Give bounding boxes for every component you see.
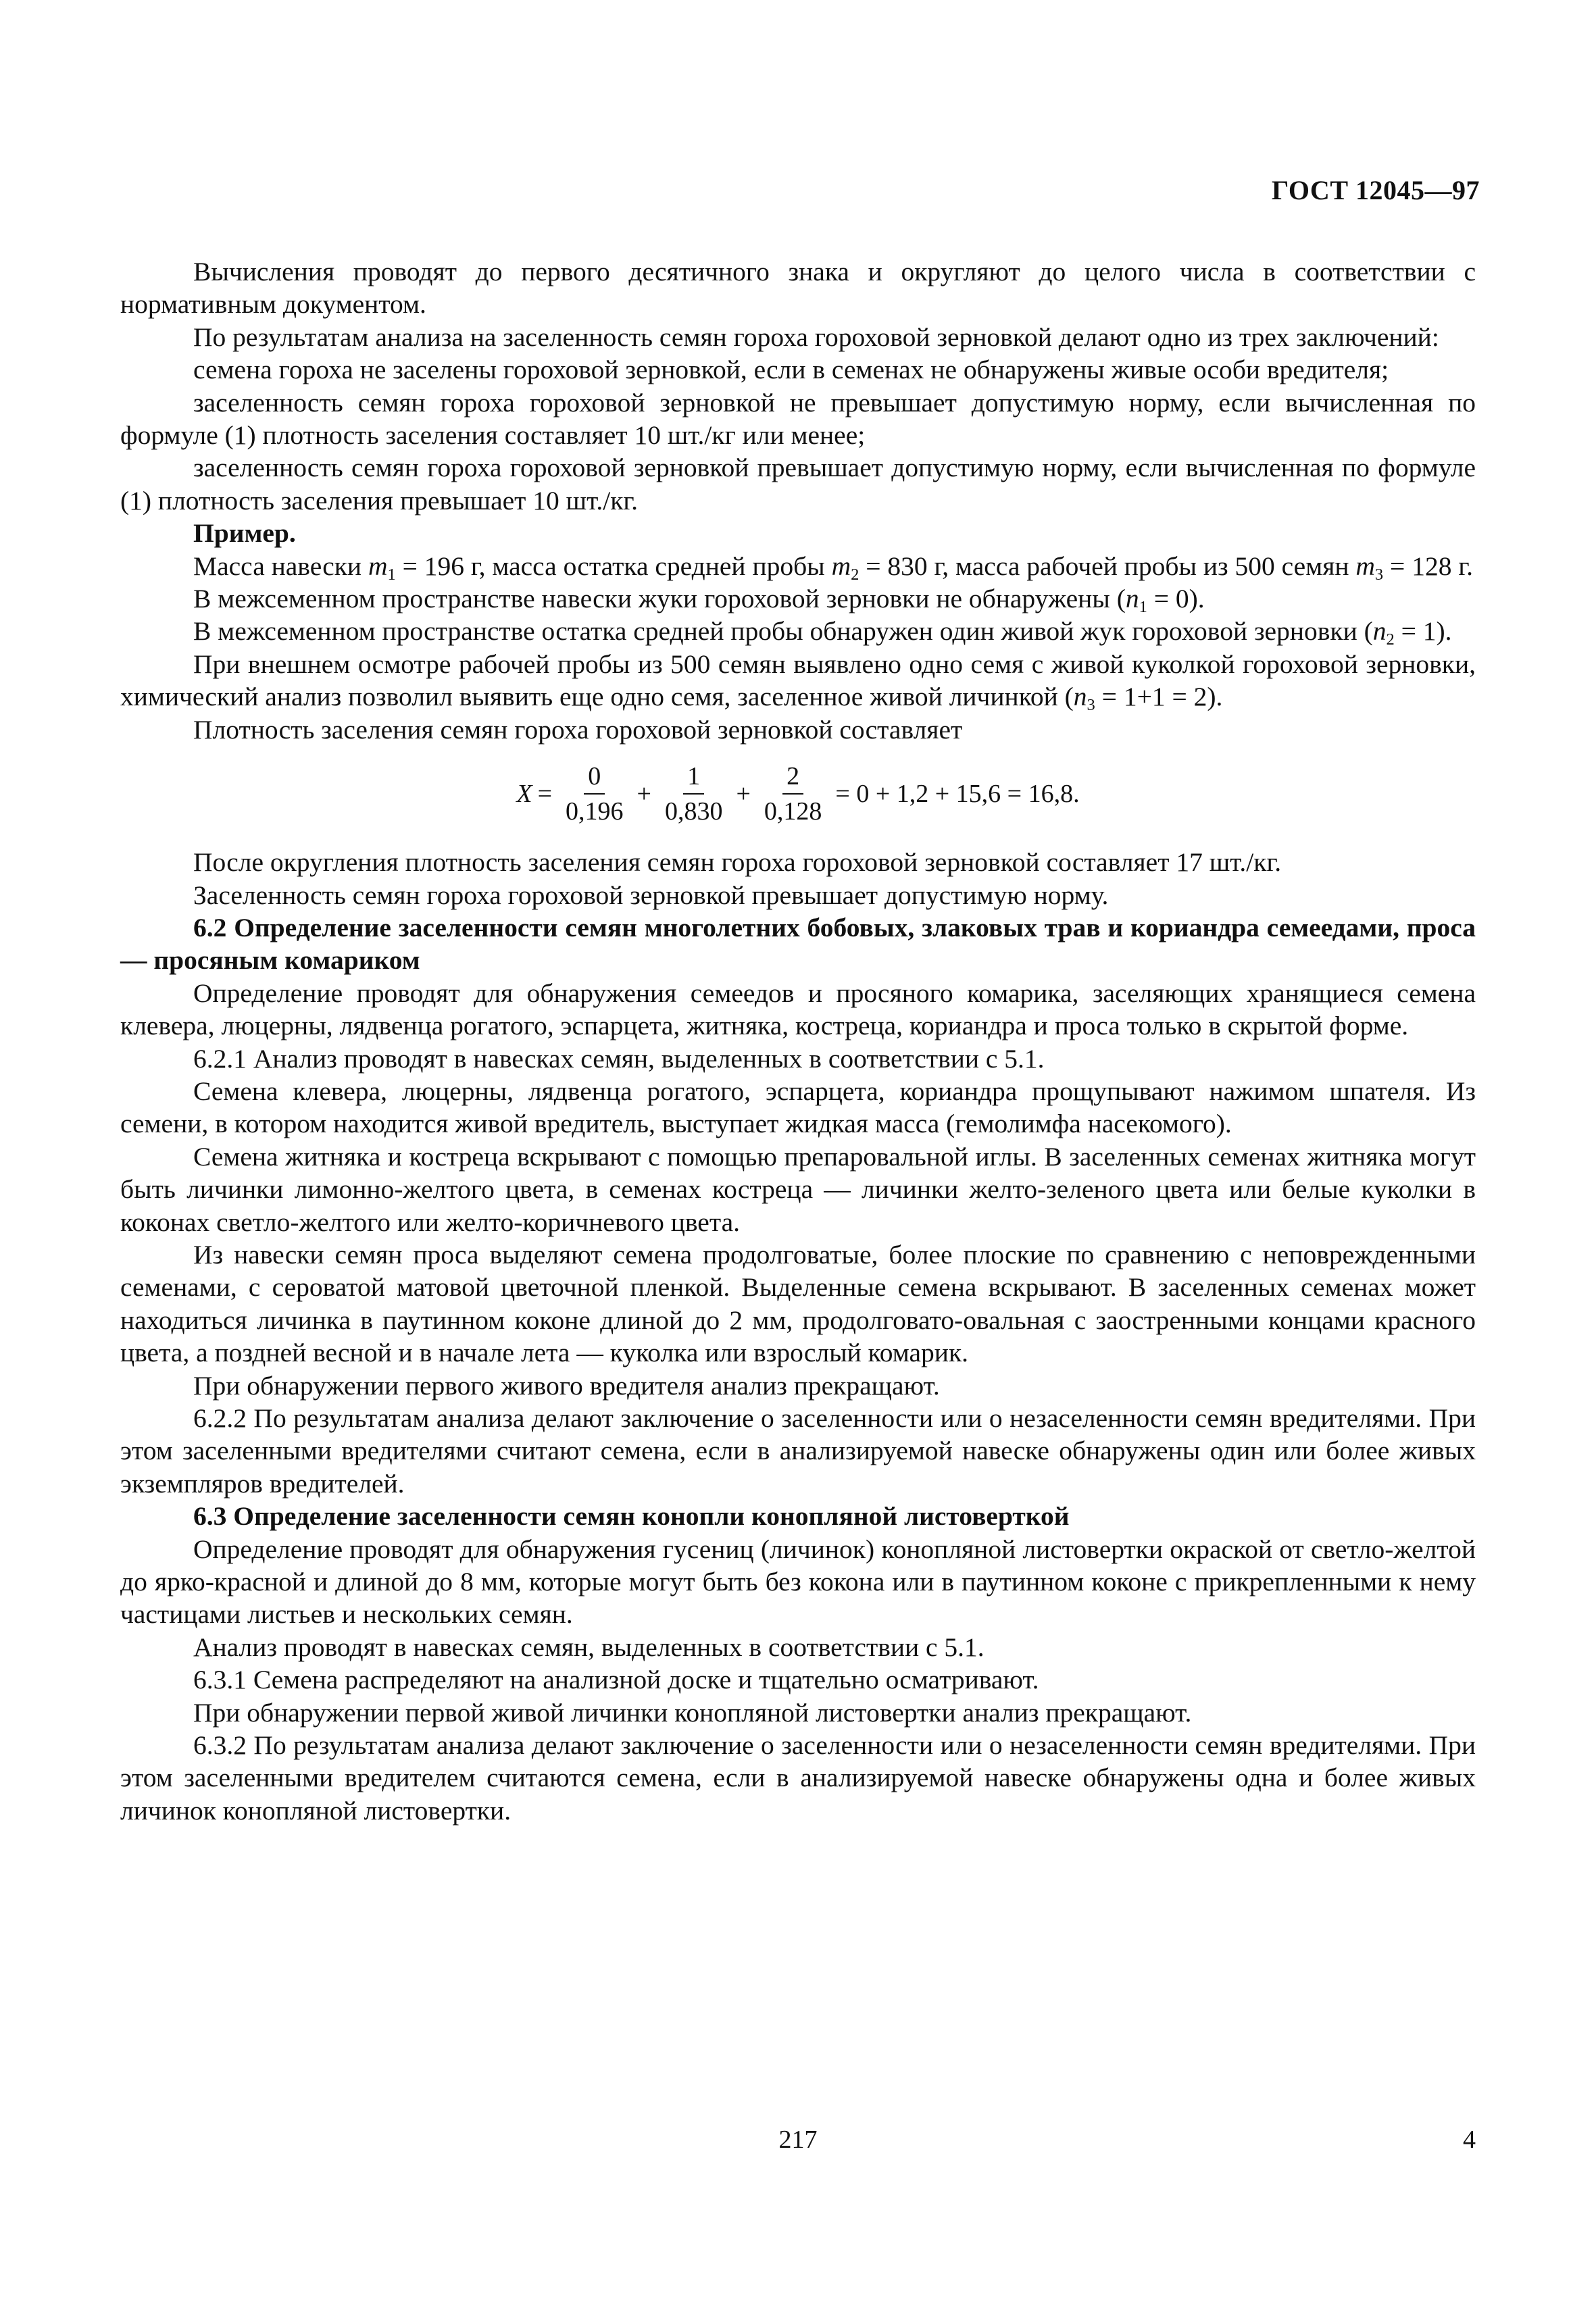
paragraph-masses: Масса навески $m_1 = 196$ г, масса остатка средней пробы $m_2 = 830$ г, масса рабочей пробы из 500 семян $m_3 = 128$ г. <box>193 551 1473 584</box>
paragraph: семена гороха не заселены гороховой зерновкой, если в семенах не обнаружены живые особи вредителя; <box>193 355 1389 385</box>
paragraph: Семена клевера, люцерны, лядвенца рогатого, эспарцета, кориандра прощупывают нажимом шпателя. Из семени, в котором находится живой вредитель, выступает жидкая масса (гемолимфа насекомого). <box>120 1076 1476 1139</box>
paragraph: 6.2.2 По результатам анализа делают заключение о заселенности или о незаселенности семян вредителями. При этом заселенными вредителями считают семена, если в анализируемой навеске обнаружены один или более живых экземпляров вредителей. <box>120 1403 1476 1499</box>
paragraph-n3: При внешнем осмотре рабочей пробы из 500 семян выявлено одно семя с живой куколкой гороховой зерновки, химический анализ позволил выявить еще одно семя, заселенное живой личинкой $(n_3 = 1+1 = 2)$. <box>120 649 1476 715</box>
paragraph: Определение проводят для обнаружения гусениц (личинок) конопляной листовертки окраской от светло-желтой до ярко-красной и длиной до 8 мм, которые могут быть без кокона или в паутинном коконе с прикрепленными к нему частицами листьев и нескольких семян. <box>120 1534 1476 1630</box>
paragraph: Из навески семян проса выделяют семена продолговатые, более плоские по сравнению с неповрежденными семенами, с сероватой матовой цветочной пленкой. Выделенные семена вскрывают. В заселенных семенах может находиться личинка в паутинном коконе длиной до 2 мм, продолговато-овальная с заостренными концами красного цвета, а поздней весной и в начале лета — куколка или взрослый комарик. <box>120 1239 1476 1368</box>
formula-fraction-1: $\frac{0}{0,196}$ <box>566 762 624 826</box>
paragraph: заселенность семян гороха гороховой зерновкой не превышает допустимую норму, если вычисленная по формуле (1) плотность заселения составляет 10 шт./кг или менее; <box>120 387 1476 451</box>
formula-equals: = <box>537 779 553 808</box>
page-body <box>120 255 1476 1827</box>
formula-plus: + <box>736 779 751 808</box>
doc-code-header: ГОСТ 12045—97 <box>1271 175 1480 205</box>
page-number: 217 <box>778 2126 818 2154</box>
paragraph: По результатам анализа на заселенность семян гороха гороховой зерновкой делают одно из трех заключений: <box>193 322 1439 352</box>
formula-fraction-2: $\frac{1}{0,830}$ <box>664 762 723 826</box>
paragraph: Семена житняка и костреца вскрывают с помощью препаровальной иглы. В заселенных семенах житняка могут быть личинки лимонно-желтого цвета, в семенах костреца — личинки желто-зеленого цвета или белые куколки в коконах светло-желтого или желто-коричневого цвета. <box>120 1141 1476 1237</box>
paragraph-n1: В межсеменном пространстве навески жуки гороховой зерновки не обнаружены $(n_1 = 0)$. <box>193 584 1205 616</box>
paragraph: 6.2.1 Анализ проводят в навесках семян, выделенных в соответствии с 5.1. <box>193 1043 1045 1074</box>
paragraph: Вычисления проводят до первого десятичного знака и округляют до целого числа в соответствии с нормативным документом. <box>120 257 1476 320</box>
example-label: Пример. <box>193 518 296 549</box>
paragraph: Заселенность семян гороха гороховой зерновкой превышает допустимую норму. <box>193 880 1109 910</box>
formula-lhs: X <box>516 779 532 808</box>
paragraph: 6.3.1 Семена распределяют на анализной доске и тщательно осматривают. <box>193 1665 1039 1695</box>
paragraph: Плотность заселения семян гороха гороховой зерновкой составляет <box>193 714 963 745</box>
paragraph: При обнаружении первой живой личинки конопляной листовертки анализ прекращают. <box>193 1697 1192 1728</box>
section-heading-6-2: 6.2 Определение заселенности семян многолетних бобовых, злаковых трав и кориандра семеедами, проса — просяным комариком <box>120 912 1476 976</box>
paragraph: Анализ проводят в навесках семян, выделенных в соответствии с 5.1. <box>193 1632 984 1662</box>
formula-result: = 0 + 1,2 + 15,6 = 16,8 <box>835 779 1074 808</box>
section-heading-6-3: 6.3 Определение заселенности семян конопли конопляной листоверткой <box>193 1501 1070 1532</box>
paragraph: 6.3.2 По результатам анализа делают заключение о заселенности или о незаселенности семян вредителями. При этом заселенными вредителем считаются семена, если в анализируемой навеске обнаружены одна и более живых личинок конопляной листовертки. <box>120 1730 1476 1826</box>
formula-fraction-3: $\frac{2}{0,128}$ <box>764 762 822 826</box>
formula-plus: + <box>637 779 651 808</box>
paragraph: После округления плотность заселения семян гороха гороховой зерновкой составляет 17 шт./кг. <box>193 847 1282 878</box>
paragraph: При обнаружении первого живого вредителя анализ прекращают. <box>193 1370 940 1401</box>
paragraph: Определение проводят для обнаружения семеедов и просяного комарика, заселяющих хранящиеся семена клевера, люцерны, лядвенца рогатого, эспарцета, житняка, костреца, кориандра и проса только в скрытой форме. <box>120 978 1476 1041</box>
density-formula <box>120 761 1476 827</box>
paragraph: заселенность семян гороха гороховой зерновкой превышает допустимую норму, если вычисленная по формуле (1) плотность заселения превышает 10 шт./кг. <box>120 453 1476 515</box>
paragraph-n2: В межсеменном пространстве остатка средней пробы обнаружен один живой жук гороховой зерновки $(n_2 = 1)$. <box>193 616 1452 649</box>
sheet-number: 4 <box>1463 2126 1476 2154</box>
formula-period: . <box>1073 779 1080 808</box>
